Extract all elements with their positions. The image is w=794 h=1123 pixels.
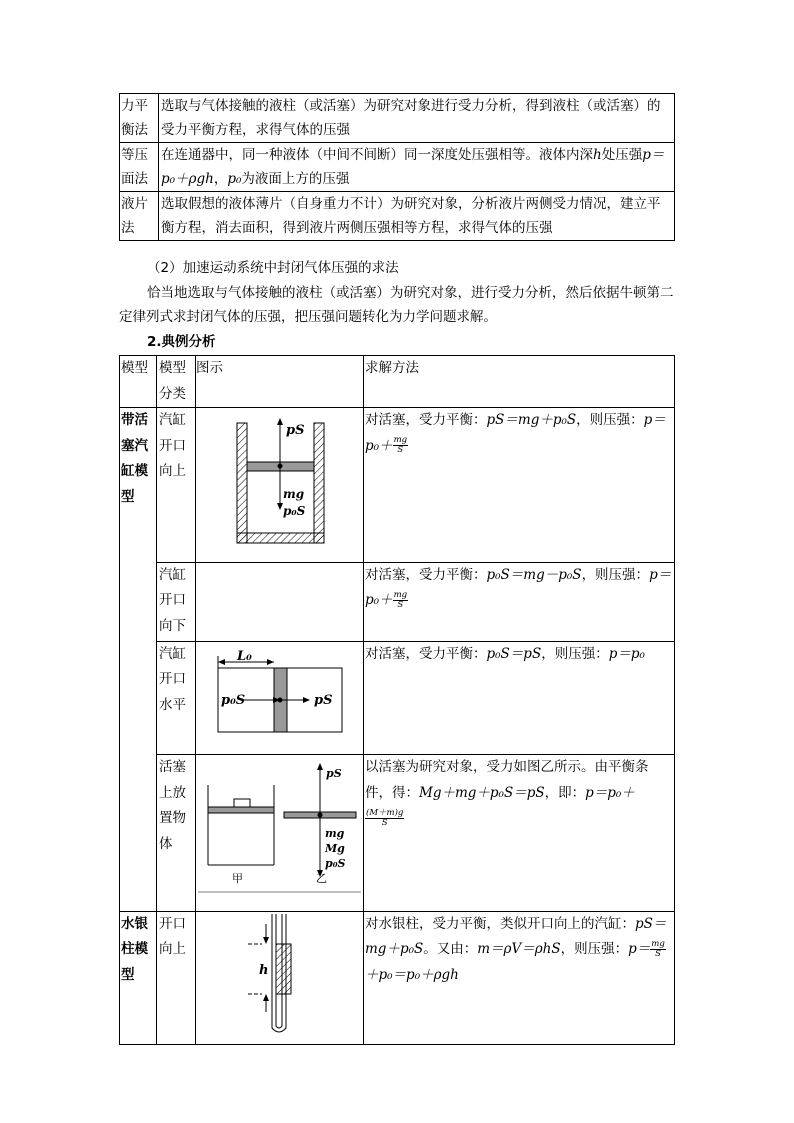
category-cell: 汽缸开口向下 (157, 562, 196, 641)
method-name: 等压面法 (120, 143, 159, 192)
table-row (120, 143, 675, 192)
figure-empty (196, 562, 364, 641)
table-row (120, 641, 675, 755)
mercury-column-diagram (196, 912, 363, 1035)
table-row (120, 562, 675, 641)
cylinder-horizontal-diagram (196, 642, 363, 745)
method-desc: 在连通器中，同一种液体（中间不间断）同一深度处压强相等。液体内深h处压强p＝p₀＋ρgh，p₀为液面上方的压强 (159, 143, 675, 192)
section2-title: （2）加速运动系统中封闭气体压强的求法 (147, 260, 399, 276)
label-jia: 甲 (232, 872, 243, 885)
examples-table (119, 355, 675, 1045)
method-cell: 对水银柱，受力平衡，类似开口向上的汽缸：pS＝mg＋p₀S。又由：m＝ρV＝ρhS，则压强：p＝ $\frac{mg}{S}$ ＋p₀＝p₀＋ρgh (364, 911, 675, 1045)
table-row (120, 408, 675, 563)
method-desc: 选取与气体接触的液柱（或活塞）为研究对象进行受力分析，得到液柱（或活塞）的受力平衡方程，求得气体的压强 (159, 94, 675, 143)
method-name: 力平衡法 (120, 94, 159, 143)
table-row (120, 755, 675, 912)
figure-cylinder-horizontal (196, 641, 364, 755)
category-cell: 汽缸开口水平 (157, 641, 196, 755)
label-mg: mg (325, 827, 345, 840)
section3-title: 2.典例分析 (147, 334, 216, 350)
method-cell: 以活塞为研究对象，受力如图乙所示。由平衡条件，得：Mg＋mg＋p₀S＝pS，即：p＝p₀＋ $\frac{(M+m)g}{S}$ (364, 755, 675, 912)
header-model: 模型 (120, 356, 157, 408)
figure-piston-object (196, 755, 364, 912)
label-pS: pS (326, 767, 342, 780)
label-mg: mg (283, 487, 305, 501)
header-category: 模型分类 (157, 356, 196, 408)
header-method: 求解方法 (364, 356, 675, 408)
model-name: 带活塞汽缸模型 (120, 408, 157, 912)
table-row (120, 911, 675, 1045)
figure-cylinder-up (196, 408, 364, 563)
method-cell: 对活塞，受力平衡：p₀S＝pS，则压强：p＝p₀ (364, 641, 675, 755)
cylinder-up-diagram (196, 408, 363, 552)
method-cell: 对活塞，受力平衡：p₀S＝mg－p₀S，则压强：p＝p₀＋ $\frac{mg}{S}$ (364, 562, 675, 641)
method-name: 液片法 (120, 192, 159, 241)
label-Mg: Mg (325, 842, 345, 855)
table-row (120, 94, 675, 143)
label-p0S: p₀S (325, 857, 346, 870)
method-cell: 对活塞，受力平衡：pS＝mg＋p₀S，则压强：p＝p₀＋ $\frac{mg}{S}$ (364, 408, 675, 563)
label-h: h (259, 962, 269, 978)
label-pS: pS (314, 692, 333, 708)
figure-mercury (196, 911, 364, 1045)
label-pS: pS (286, 423, 305, 438)
label-yi: 乙 (316, 872, 327, 885)
table-row (120, 192, 675, 241)
section2-body: 恰当地选取与气体接触的液柱（或活塞）为研究对象，进行受力分析，然后依据牛顿第二定律列式求封闭气体的压强，把压强问题转化为力学问题求解。 (119, 285, 674, 325)
model-name: 水银柱模型 (120, 911, 157, 1045)
category-cell: 活塞上放置物体 (157, 755, 196, 912)
method-desc: 选取假想的液体薄片（自身重力不计）为研究对象，分析液片两侧受力情况，建立平衡方程，消去面积，得到液片两侧压强相等方程，求得气体的压强 (159, 192, 675, 241)
category-cell: 开口向上 (157, 911, 196, 1045)
label-L0: L₀ (237, 648, 252, 664)
category-cell: 汽缸开口向上 (157, 408, 196, 563)
header-figure: 图示 (196, 356, 364, 408)
label-p0S: p₀S (283, 504, 306, 518)
label-p0S: p₀S (221, 692, 246, 708)
piston-object-diagram (196, 755, 363, 901)
methods-table (119, 93, 675, 241)
table-header-row (120, 356, 675, 408)
